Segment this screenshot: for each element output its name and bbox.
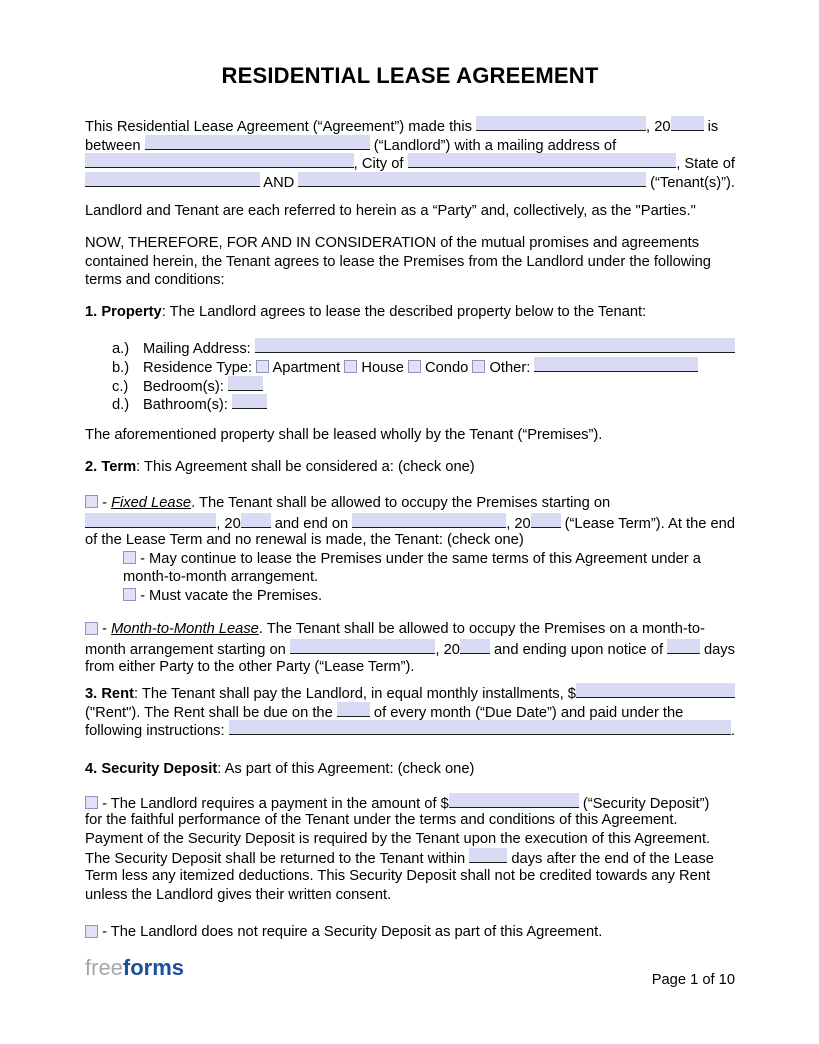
residence-condo-checkbox[interactable] (408, 360, 421, 373)
m2m-dash: - (98, 621, 112, 638)
item-marker: d.) (112, 397, 130, 414)
property-item-bedrooms (85, 376, 735, 395)
fixed-lease-text: (“Lease Term”). At the end (560, 515, 735, 532)
page-title: RESIDENTIAL LEASE AGREEMENT (221, 63, 599, 88)
fixed-lease-text: . The Tenant shall be allowed to occupy the Premises starting on (191, 494, 611, 511)
term-section-heading (85, 458, 735, 477)
rent-text: ("Rent"). The Rent shall be due on the (85, 704, 337, 721)
deposit-text: for the faithful performance of the Tenant under the terms and conditions of this Agreement. (85, 812, 678, 829)
fixed-lease-dash: - (98, 494, 112, 511)
rent-line-1 (85, 683, 735, 702)
intro-paragraph (85, 116, 735, 190)
no-deposit-checkbox[interactable] (85, 925, 98, 938)
deposit-text: Payment of the Security Deposit is required by the Tenant upon the execution of this Agreement. (85, 830, 711, 847)
payment-instructions-field[interactable] (229, 720, 731, 735)
fixed-lease-line-1 (85, 494, 735, 513)
consideration-line-3 (85, 271, 735, 290)
intro-text: , City of (353, 156, 408, 173)
intro-line-4 (85, 172, 735, 191)
deposit-text: - The Landlord requires a payment in the amount of $ (98, 795, 449, 812)
rent-text: of every month (“Due Date”) and paid under the (369, 704, 684, 721)
intro-text: , 20 (646, 119, 671, 135)
rent-section-label: 3. Rent (85, 686, 134, 703)
tenant-names-field[interactable] (298, 172, 646, 187)
intro-text: between (85, 137, 145, 154)
fixed-lease-option-continue-wrap (85, 568, 735, 587)
deposit-amount-field[interactable] (449, 793, 579, 808)
other-label: Other: (485, 359, 535, 376)
deposit-text: (“Security Deposit”) (578, 795, 710, 812)
agreement-day-field[interactable] (476, 116, 646, 131)
deposit-line-2 (85, 811, 735, 830)
parties-line (85, 202, 735, 221)
intro-line-1 (85, 116, 735, 135)
residence-type-label: Residence Type: (143, 359, 257, 376)
fixed-lease-text: of the Lease Term and no renewal is made, the Tenant: (check one) (85, 532, 524, 549)
fixed-start-date-field[interactable] (85, 513, 216, 528)
premises-text: The aforementioned property shall be leased wholly by the Tenant (“Premises”). (85, 426, 603, 443)
m2m-text: month arrangement starting on (85, 642, 290, 659)
m2m-text: and ending upon notice of (489, 642, 668, 659)
property-items-list (85, 338, 735, 412)
property-mailing-address-field[interactable] (255, 338, 735, 353)
consideration-line-1 (85, 234, 735, 253)
deposit-section-label: 4. Security Deposit (85, 761, 218, 778)
state-field[interactable] (85, 172, 260, 187)
may-continue-text: month-to-month arrangement. (123, 569, 319, 586)
fixed-lease-block (85, 494, 735, 606)
parties-text: Landlord and Tenant are each referred to herein as a “Party” and, collectively, as the "Parties." (85, 203, 696, 220)
m2m-start-year-field[interactable] (460, 639, 490, 654)
condo-label: Condo (420, 359, 473, 376)
fixed-lease-text: , 20 (216, 515, 241, 532)
item-marker: a.) (112, 341, 130, 358)
must-vacate-checkbox[interactable] (123, 588, 136, 601)
intro-text: , State of (676, 156, 736, 173)
property-item-residence-type (85, 357, 735, 376)
intro-line-3 (85, 153, 735, 172)
agreement-year-field[interactable] (671, 116, 704, 131)
fixed-lease-name: Fixed Lease (111, 494, 192, 511)
deposit-text: days after the end of the Lease (507, 851, 714, 868)
residence-apartment-checkbox[interactable] (256, 360, 269, 373)
deposit-line-4 (85, 848, 735, 867)
may-continue-text: - May continue to lease the Premises under the same terms of this Agreement under a (136, 550, 701, 567)
city-field[interactable] (408, 153, 677, 168)
property-heading-line (85, 303, 735, 322)
fixed-end-date-field[interactable] (352, 513, 506, 528)
property-item-mailing-address (85, 338, 735, 357)
premises-line (85, 426, 735, 445)
consideration-line-2 (85, 253, 735, 272)
intro-text: This Residential Lease Agreement (“Agreement”) made this (85, 119, 477, 135)
no-deposit-line (85, 923, 735, 942)
rent-line-2 (85, 702, 735, 721)
bathrooms-field[interactable] (232, 394, 267, 409)
deposit-return-days-field[interactable] (469, 848, 507, 863)
m2m-text: from either Party to the other Party (“Lease Term”). (85, 658, 415, 675)
fixed-lease-text: , 20 (506, 515, 531, 532)
landlord-mailing-address-field[interactable] (85, 153, 354, 168)
m2m-start-date-field[interactable] (290, 639, 435, 654)
bedrooms-field[interactable] (228, 376, 263, 391)
m2m-line-1 (85, 620, 735, 639)
no-deposit-block (85, 923, 735, 942)
fixed-lease-text: and end on (270, 515, 353, 532)
deposit-heading-line (85, 760, 735, 779)
m2m-text: days (699, 642, 735, 659)
logo-free-text: free (85, 955, 123, 980)
item-marker: b.) (112, 359, 130, 376)
month-to-month-block (85, 620, 735, 676)
deposit-required-block (85, 793, 735, 905)
property-item-bathrooms (85, 394, 735, 413)
logo-forms-text: forms (122, 955, 185, 980)
m2m-text: . The Tenant shall be allowed to occupy the Premises on a month-to- (258, 621, 705, 638)
residence-other-field[interactable] (534, 357, 698, 372)
consideration-text: terms and conditions: (85, 272, 225, 289)
fixed-lease-checkbox[interactable] (85, 495, 98, 508)
fixed-lease-option-vacate (85, 587, 735, 606)
premises-paragraph (85, 426, 735, 445)
may-continue-checkbox[interactable] (123, 551, 136, 564)
must-vacate-text: - Must vacate the Premises. (136, 587, 323, 604)
deposit-text: unless the Landlord gives their written consent. (85, 886, 392, 903)
deposit-line-5 (85, 867, 735, 886)
bedrooms-label: Bedroom(s): (143, 378, 228, 395)
apartment-label: Apartment (269, 359, 345, 376)
property-section-label: 1. Property (85, 303, 162, 320)
rent-line-3 (85, 720, 735, 739)
intro-text: (“Tenant(s)”). (646, 174, 735, 191)
mailing-address-label: Mailing Address: (143, 341, 255, 358)
no-deposit-text: - The Landlord does not require a Security Deposit as part of this Agreement. (98, 924, 603, 941)
page-number: Page 1 of 10 (651, 972, 735, 988)
term-heading-text: : This Agreement shall be considered a: (check one) (136, 459, 475, 476)
fixed-lease-line-2 (85, 513, 735, 532)
bathrooms-label: Bathroom(s): (143, 397, 232, 414)
intro-text: AND (260, 174, 299, 191)
residence-other-checkbox[interactable] (472, 360, 485, 373)
deposit-line-6 (85, 886, 735, 905)
rent-text: : The Tenant shall pay the Landlord, in equal monthly installments, $ (133, 686, 576, 703)
consideration-paragraph (85, 234, 735, 290)
m2m-name: Month-to-Month Lease (111, 621, 259, 638)
intro-text: (“Landlord”) with a mailing address of (369, 137, 617, 154)
house-label: House (357, 359, 408, 376)
property-heading-text: : The Landlord agrees to lease the described property below to the Tenant: (161, 303, 647, 320)
deposit-required-checkbox[interactable] (85, 796, 98, 809)
term-section-label: 2. Term (85, 459, 137, 476)
term-heading-line (85, 458, 735, 477)
item-marker: c.) (112, 378, 129, 395)
deposit-line-3 (85, 830, 735, 849)
consideration-text: contained herein, the Tenant agrees to lease the Premises from the Landlord under the following (85, 253, 711, 270)
month-to-month-checkbox[interactable] (85, 622, 98, 635)
rent-text: following instructions: (85, 723, 229, 740)
deposit-heading-text: : As part of this Agreement: (check one) (217, 761, 475, 778)
rent-text: . (730, 723, 735, 740)
notice-days-field[interactable] (667, 639, 700, 654)
residence-house-checkbox[interactable] (344, 360, 357, 373)
m2m-line-2 (85, 639, 735, 658)
deposit-text: The Security Deposit shall be returned to the Tenant within (85, 851, 470, 868)
rent-block (85, 683, 735, 739)
intro-text: is (703, 119, 719, 135)
fixed-lease-option-continue (85, 550, 735, 569)
deposit-line-1 (85, 793, 735, 812)
parties-paragraph (85, 202, 735, 221)
consideration-text: NOW, THEREFORE, FOR AND IN CONSIDERATION of the mutual promises and agreements (85, 234, 700, 251)
deposit-text: Term less any itemized deductions. This Security Deposit shall not be credited towards any Rent (85, 868, 711, 884)
deposit-section-heading (85, 760, 735, 779)
intro-line-2 (85, 135, 735, 154)
m2m-line-3 (85, 658, 735, 677)
document-content (85, 63, 735, 955)
property-section-heading (85, 303, 735, 322)
fixed-end-year-field[interactable] (531, 513, 561, 528)
rent-amount-field[interactable] (576, 683, 735, 698)
m2m-text: , 20 (435, 642, 460, 659)
fixed-start-year-field[interactable] (241, 513, 271, 528)
fixed-lease-line-3 (85, 531, 735, 550)
freeforms-logo (85, 956, 184, 980)
landlord-name-field[interactable] (145, 135, 370, 150)
rent-due-day-field[interactable] (337, 702, 370, 717)
